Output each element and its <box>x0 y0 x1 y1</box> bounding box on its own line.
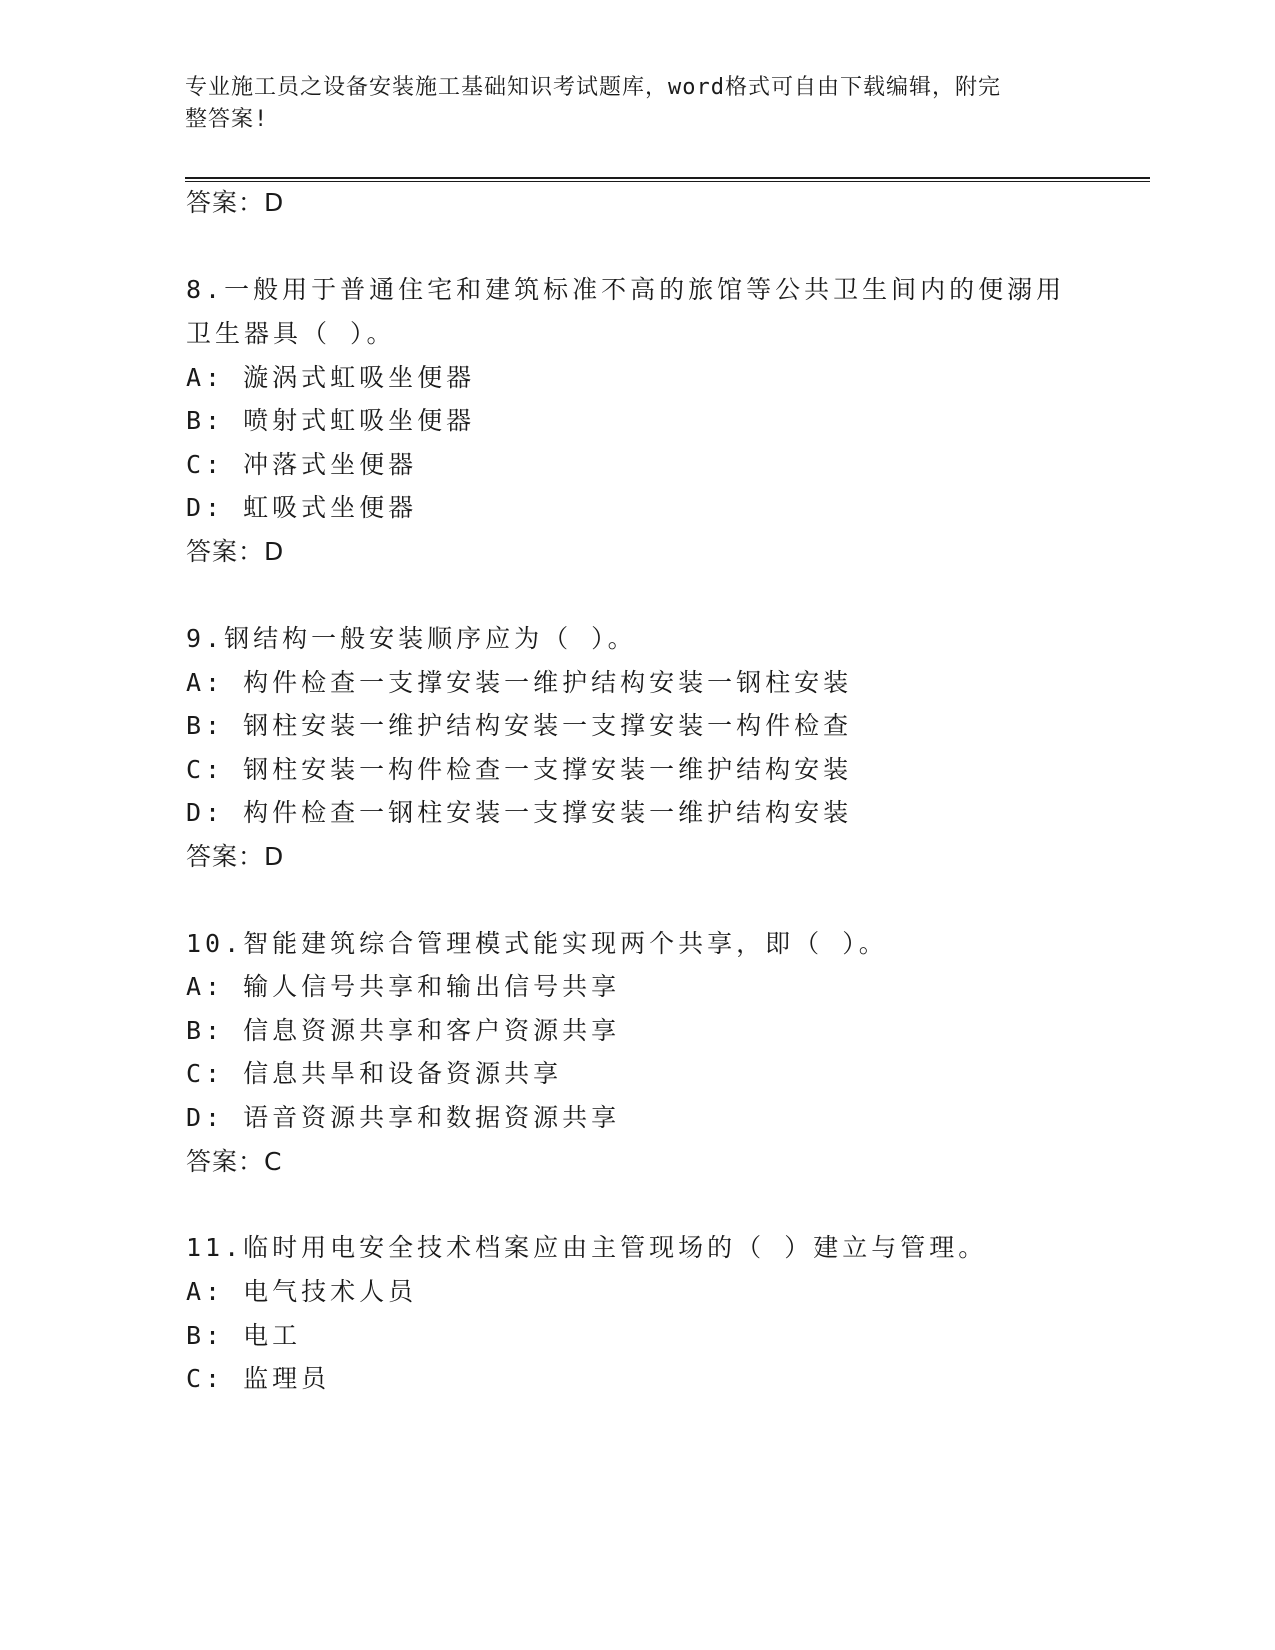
header-divider-thick <box>185 177 1150 179</box>
answer-line: 答案：D <box>186 537 285 566</box>
option-c: C: 冲落式坐便器 <box>186 450 418 479</box>
option-d: D: 构件检查一钢柱安装一支撑安装一维护结构安装 <box>186 798 853 827</box>
option-c: C: 监理员 <box>186 1364 331 1393</box>
option-d: D: 语音资源共享和数据资源共享 <box>186 1103 621 1132</box>
option-a: A: 电气技术人员 <box>186 1277 418 1306</box>
option-a: A: 构件检查一支撑安装一维护结构安装一钢柱安装 <box>186 668 853 697</box>
option-c: C: 钢柱安装一构件检查一支撑安装一维护结构安装 <box>186 755 853 784</box>
question-stem: 8.一般用于普通住宅和建筑标准不高的旅馆等公共卫生间内的便溺用 <box>186 275 1066 304</box>
header-line-1: 专业施工员之设备安装施工基础知识考试题库，word格式可自由下载编辑，附完 <box>185 75 1001 100</box>
question-stem-continued: 卫生器具（ ）。 <box>186 319 396 348</box>
option-b: B: 钢柱安装一维护结构安装一支撑安装一构件检查 <box>186 711 853 740</box>
answer-line: 答案：C <box>186 1147 283 1176</box>
answer-line: 答案：D <box>186 188 285 217</box>
option-b: B: 信息资源共享和客户资源共享 <box>186 1016 621 1045</box>
option-a: A: 漩涡式虹吸坐便器 <box>186 363 476 392</box>
header-line-2: 整答案! <box>185 107 269 132</box>
header-text <box>185 72 1065 136</box>
question-stem: 11.临时用电安全技术档案应由主管现场的（ ）建立与管理。 <box>186 1233 988 1262</box>
option-d: D: 虹吸式坐便器 <box>186 493 418 522</box>
question-stem: 10.智能建筑综合管理模式能实现两个共享，即（ ）。 <box>186 929 888 958</box>
option-a: A: 输人信号共享和输出信号共享 <box>186 972 621 1001</box>
option-c: C: 信息共旱和设备资源共享 <box>186 1059 563 1088</box>
answer-line: 答案：D <box>186 842 285 871</box>
option-b: B: 喷射式虹吸坐便器 <box>186 406 476 435</box>
question-stem: 9.钢结构一般安装顺序应为（ ）。 <box>186 624 637 653</box>
header-divider-thin <box>185 181 1150 182</box>
option-b: B: 电工 <box>186 1321 302 1350</box>
